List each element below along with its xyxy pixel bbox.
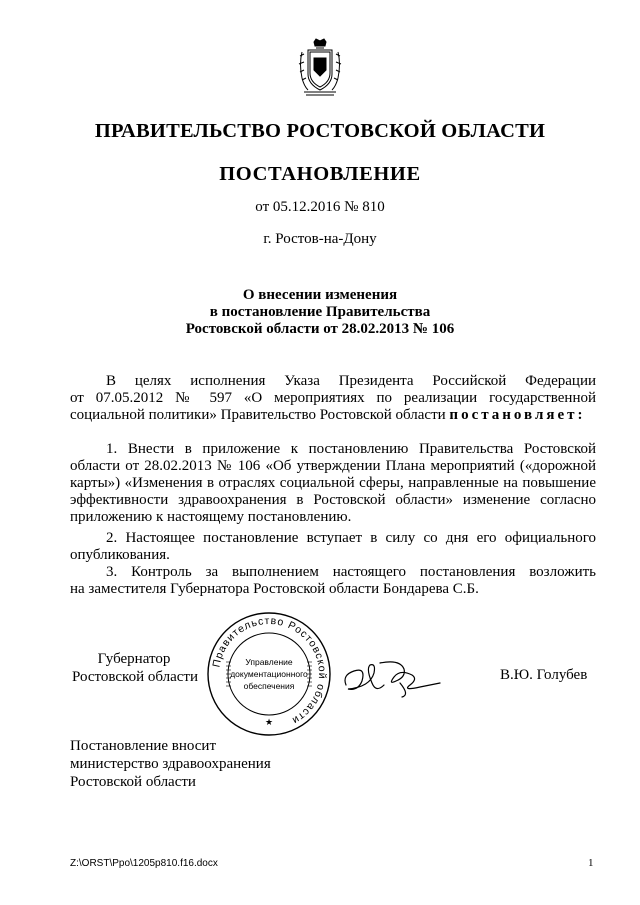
preamble-line	[70, 407, 596, 424]
introduced-line: Постановление вносит	[70, 738, 217, 754]
signatory-title	[70, 650, 198, 686]
document-date-number: от 05.12.2016 № 810	[255, 199, 385, 215]
item-line: на заместителя Губернатора Ростовской области Бондарева С.Б.	[70, 581, 479, 597]
preamble-line: от 07.05.2012 № 597 «О мероприятиях по реализации государственной	[70, 390, 596, 406]
introduced-line: Ростовской области	[70, 774, 196, 790]
introduced-by-note	[70, 737, 271, 791]
item-line: 1. Внести в приложение к постановлению Правительства Ростовской	[106, 441, 596, 457]
government-name: ПРАВИТЕЛЬСТВО РОСТОВСКОЙ ОБЛАСТИ	[94, 120, 546, 142]
item-2-paragraph	[70, 530, 596, 564]
resolves-word: постановляет:	[449, 407, 586, 423]
item-line: 3. Контроль за выполнением настоящего постановления возложить	[106, 564, 596, 580]
document-type: ПОСТАНОВЛЕНИЕ	[219, 163, 421, 185]
item-line: карты») «Изменения в отраслях социальной сферы, направленные на повышение	[70, 475, 596, 491]
star-icon: ★	[264, 717, 274, 727]
subject-line: в постановление Правительства	[209, 304, 431, 320]
stamp-line: документационного	[230, 669, 308, 679]
introduced-line: министерство здравоохранения	[70, 756, 271, 772]
official-stamp	[205, 610, 333, 738]
document-city: г. Ростов-на-Дону	[263, 231, 377, 247]
signatory-title-line: Губернатор	[97, 651, 171, 667]
page-number: 1	[588, 857, 594, 869]
stamp-ring-text: Правительство Ростовской области	[210, 614, 329, 727]
signatory-name: В.Ю. Голубев	[500, 667, 588, 683]
item-line: области от 28.02.2013 № 106 «Об утверждении Плана мероприятий («дорожной	[70, 458, 596, 474]
item-line: 2. Настоящее постановление вступает в силу со дня его официального	[106, 530, 596, 546]
subject-line: Ростовской области от 28.02.2013 № 106	[185, 321, 455, 337]
item-line: приложению к настоящему постановлению.	[70, 509, 352, 525]
preamble-paragraph	[70, 373, 596, 424]
preamble-text: социальной политики» Правительство Ростовской области	[70, 407, 450, 423]
stamp-line: Управление	[245, 657, 293, 667]
item-line: опубликования.	[70, 547, 170, 563]
handwritten-signature	[340, 655, 448, 699]
stamp-line: обеспечения	[243, 681, 295, 691]
item-3-paragraph	[70, 564, 596, 598]
rostov-oblast-coat-of-arms-icon	[296, 38, 344, 98]
file-path: Z:\ORST\Ppo\1205p810.f16.docx	[70, 858, 218, 869]
document-subject	[0, 287, 640, 338]
signatory-title-line: Ростовской области	[72, 669, 198, 685]
subject-line: О внесении изменения	[242, 287, 398, 303]
preamble-line: В целях исполнения Указа Президента Российской Федерации	[106, 373, 596, 389]
item-line: эффективности здравоохранения в Ростовской области» изменение согласно	[70, 492, 596, 508]
item-1-paragraph	[70, 441, 596, 526]
